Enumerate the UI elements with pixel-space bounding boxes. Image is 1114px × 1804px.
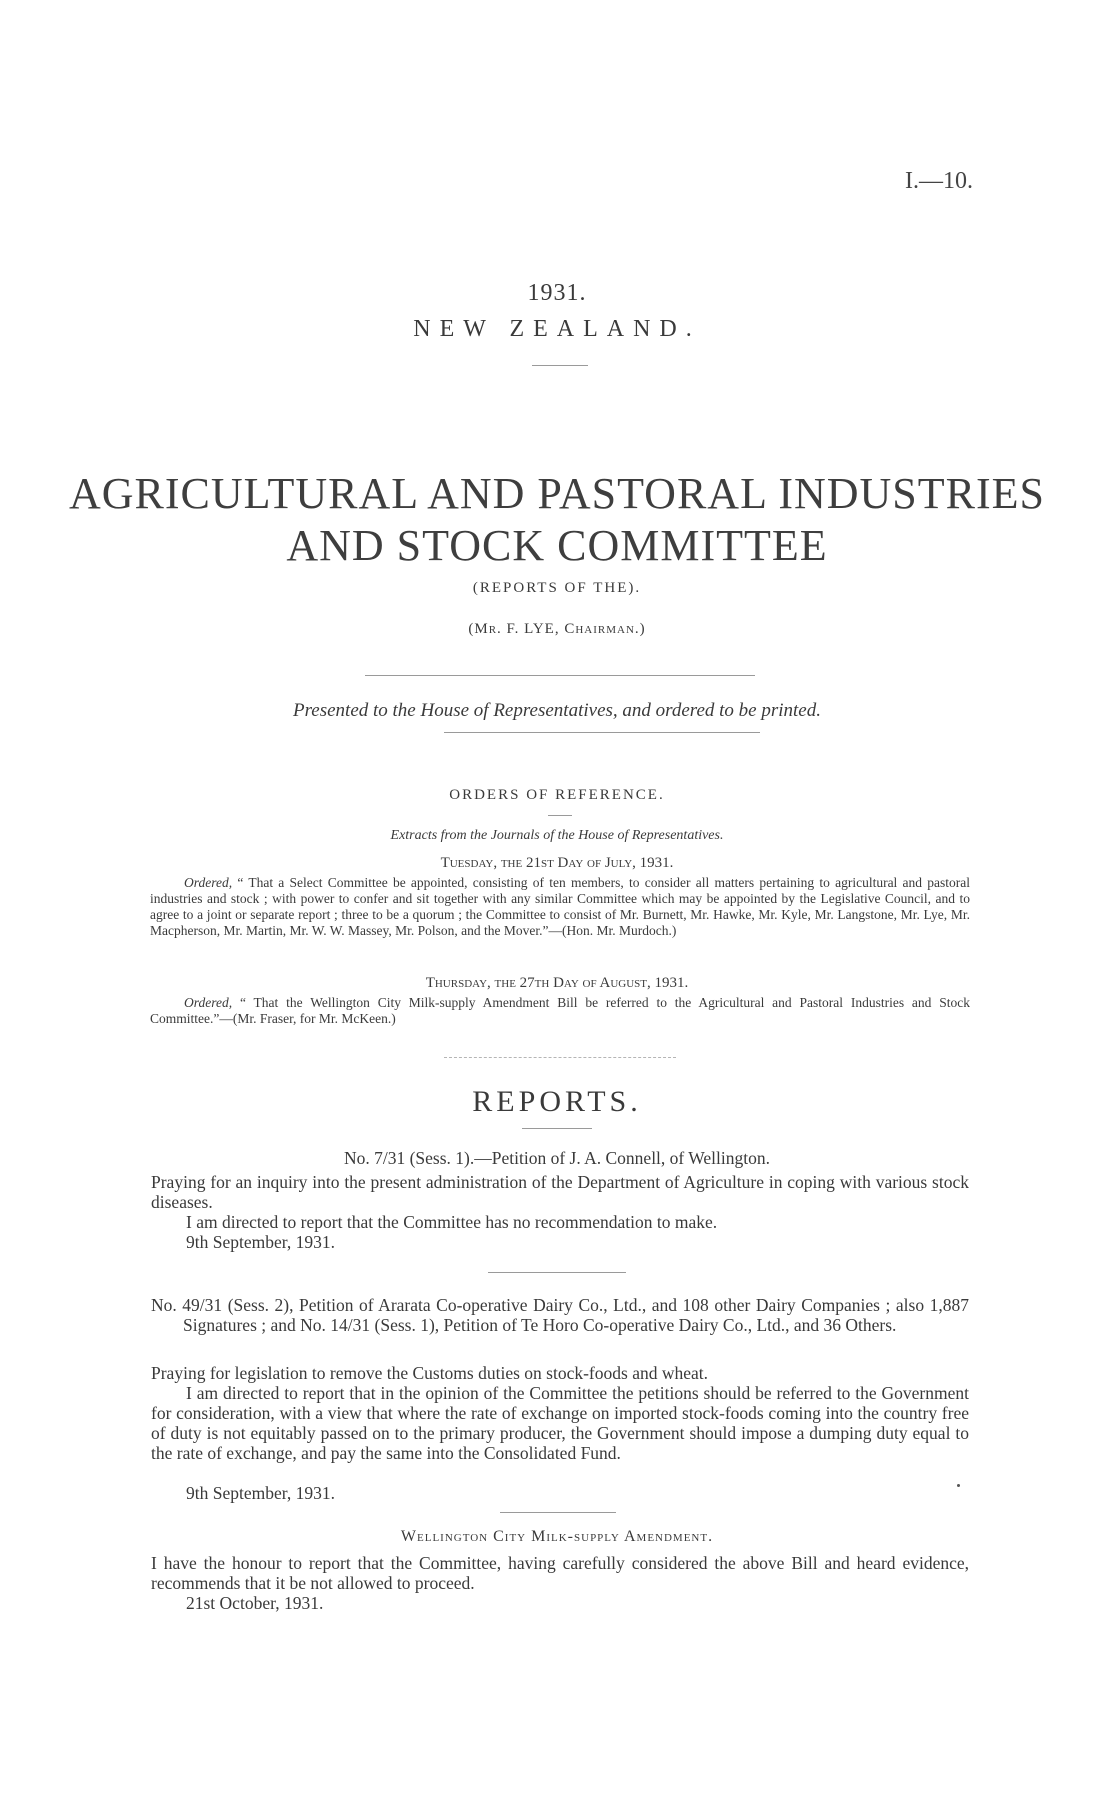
stray-mark [957, 1484, 960, 1487]
petition-title [151, 1295, 969, 1335]
title-line-2: AND STOCK COMMITTEE [286, 521, 828, 570]
divider [365, 675, 755, 676]
document-country: NEW ZEALAND. [413, 316, 701, 342]
order-paragraph [150, 875, 970, 939]
divider [444, 732, 760, 733]
divider [444, 1057, 676, 1058]
order-text: “ That a Select Committee be appointed, consisting of ten members, to consider all matters pertaining to agricultural and pastoral industries and stock ; with power to confer and sit together with any similar Committee which may be appointed by the Legislative Council, and to agree to a joint or separate report ; three to be a quorum ; the Committee to consist of Mr. Burnett, Mr. Hawke, Mr. Kyle, Mr. Langstone, Mr. Lye, Mr. Macpherson, Mr. Martin, Mr. W. W. Massey, Mr. Polson, and the Mover.”—(Hon. Mr. Murdoch.) [150, 875, 970, 938]
orders-heading: ORDERS OF REFERENCE. [449, 787, 665, 803]
report-text: I am directed to report that the Committee has no recommendation to make. [186, 1212, 718, 1232]
divider [522, 1128, 592, 1129]
divider [548, 815, 572, 816]
extracts-line: Extracts from the Journals of the House of Representatives. [390, 828, 724, 843]
order-date: Tuesday, the 21st Day of July, 1931. [440, 855, 674, 871]
report-text: I have the honour to report that the Committee, having carefully considered the above Bill and heard evidence, recommends that it be not allowed to proceed. [151, 1553, 969, 1593]
divider [532, 365, 588, 366]
title-line-1: AGRICULTURAL AND PASTORAL INDUSTRIES [68, 469, 1045, 518]
title-subtitle: (REPORTS OF THE). [472, 580, 642, 596]
report-date: 9th September, 1931. [186, 1232, 335, 1252]
ordered-label: Ordered, [184, 875, 233, 890]
report-text: I am directed to report that in the opinion of the Committee the petitions should be referred to the Government for consideration, with a view that where the rate of exchange on imported stock-foods coming into the country free of duty is not equitably passed on to the primary producer, the Government should impose a dumping duty equal to the rate of exchange, and pay the same into the Consolidated Fund. [151, 1383, 969, 1463]
petition-title: No. 7/31 (Sess. 1).—Petition of J. A. Connell, of Wellington. [343, 1148, 771, 1168]
order-date: Thursday, the 27th Day of August, 1931. [425, 975, 689, 991]
ordered-label: Ordered, [184, 995, 233, 1010]
document-year: 1931. [527, 280, 587, 306]
chairman-line: (Mr. F. LYE, Chairman.) [468, 621, 646, 637]
divider [488, 1272, 626, 1273]
praying-text: Praying for an inquiry into the present administration of the Department of Agriculture in coping with various stock diseases. [151, 1172, 969, 1212]
petition-title-text: No. 49/31 (Sess. 2), Petition of Ararata Co-operative Dairy Co., Ltd., and 108 other Dairy Companies ; also 1,887 Signatures ; and No. 14/31 (Sess. 1), Petition of Te Horo Co-operative Dairy Co., Ltd., and 36 Others. [151, 1295, 969, 1335]
divider [500, 1512, 616, 1513]
report-date: 21st October, 1931. [186, 1593, 324, 1613]
presented-line: Presented to the House of Representatives, and ordered to be printed. [292, 700, 821, 721]
praying-text: Praying for legislation to remove the Customs duties on stock-foods and wheat. [151, 1363, 708, 1383]
order-paragraph [150, 995, 970, 1027]
reports-heading: REPORTS. [472, 1085, 642, 1118]
wellington-heading: Wellington City Milk-supply Amendment. [400, 1528, 714, 1545]
report-date: 9th September, 1931. [186, 1483, 335, 1503]
order-text: “ That the Wellington City Milk-supply Amendment Bill be referred to the Agricultural and Pastoral Industries and Stock Committee.”—(Mr. Fraser, for Mr. McKeen.) [150, 995, 971, 1026]
document-reference: I.—10. [905, 168, 973, 194]
